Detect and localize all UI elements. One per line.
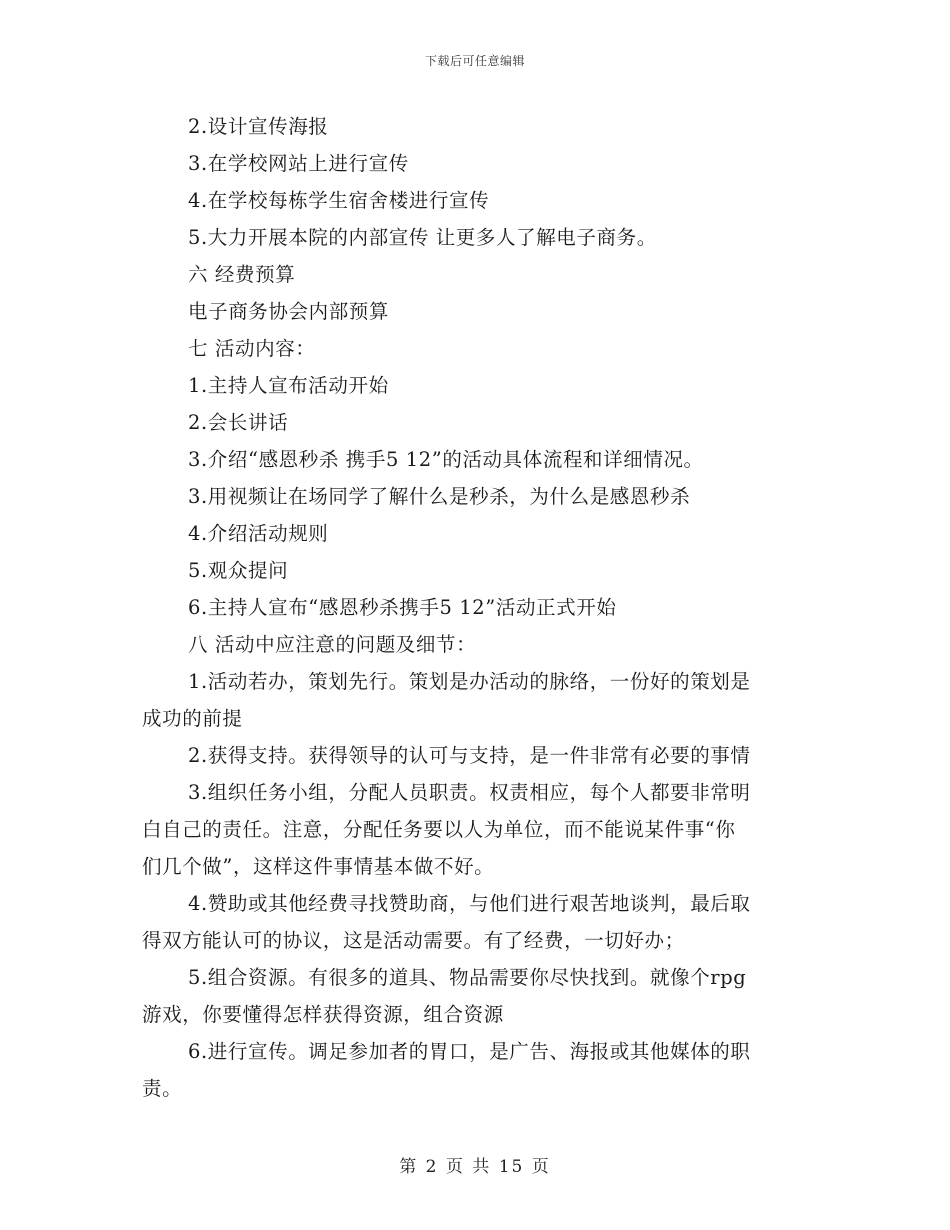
text-line: 责。	[142, 1077, 183, 1100]
text-line: 2.获得支持。获得领导的认可与支持，是一件非常有必要的事情	[188, 744, 751, 767]
text-line: 6.进行宣传。调足参加者的胃口，是广告、海报或其他媒体的职	[188, 1040, 751, 1063]
text-line: 1.主持人宣布活动开始	[188, 374, 389, 397]
text-line: 3.用视频让在场同学了解什么是秒杀，为什么是感恩秒杀	[188, 485, 691, 508]
text-line: 们几个做”，这样这件事情基本做不好。	[142, 855, 495, 878]
page-footer: 第 2 页 共 15 页	[399, 1157, 551, 1177]
text-line: 2.会长讲话	[188, 411, 289, 434]
text-line: 电子商务协会内部预算	[188, 300, 390, 323]
text-line: 3.组织任务小组，分配人员职责。权责相应，每个人都要非常明	[188, 781, 751, 804]
text-line: 4.介绍活动规则	[188, 522, 329, 545]
text-line: 2.设计宣传海报	[188, 115, 329, 138]
text-line: 游戏，你要懂得怎样获得资源，组合资源	[142, 1003, 504, 1026]
text-line: 4.赞助或其他经费寻找赞助商，与他们进行艰苦地谈判，最后取	[188, 892, 751, 915]
text-line: 八 活动中应注意的问题及细节：	[188, 633, 477, 656]
text-line: 六 经费预算	[188, 263, 296, 286]
text-line: 3.在学校网站上进行宣传	[188, 152, 409, 175]
text-line: 成功的前提	[142, 707, 243, 730]
text-line: 5.大力开展本院的内部宣传 让更多人了解电子商务。	[188, 226, 657, 249]
text-line: 5.组合资源。有很多的道具、物品需要你尽快找到。就像个rpg	[188, 966, 747, 989]
text-line: 七 活动内容：	[188, 337, 316, 360]
text-line: 得双方能认可的协议，这是活动需要。有了经费，一切好办；	[142, 929, 685, 952]
text-line: 4.在学校每栋学生宿舍楼进行宣传	[188, 189, 490, 212]
page-header: 下载后可任意编辑	[424, 54, 525, 68]
text-line: 白自己的责任。注意，分配任务要以人为单位，而不能说某件事“你	[142, 818, 736, 841]
text-line: 1.活动若办，策划先行。策划是办活动的脉络，一份好的策划是	[188, 670, 751, 693]
text-line: 6.主持人宣布“感恩秒杀携手5 12”活动正式开始	[188, 596, 617, 619]
document-body	[142, 108, 800, 1107]
text-line: 3.介绍“感恩秒杀 携手5 12”的活动具体流程和详细情况。	[188, 448, 704, 471]
text-line: 5.观众提问	[188, 559, 289, 582]
